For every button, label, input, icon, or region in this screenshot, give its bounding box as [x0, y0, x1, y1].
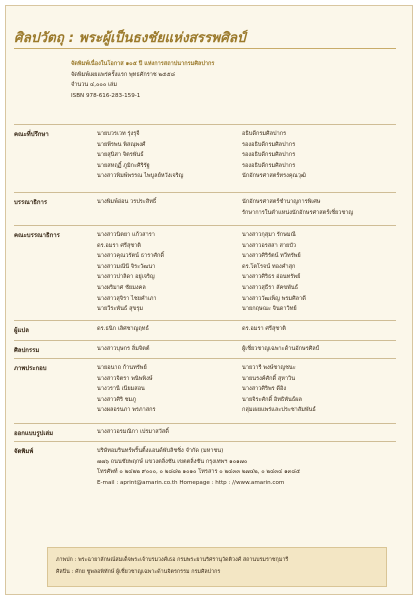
printer-address: ๗๗๖ ถนนชัยพฤกษ์ แขวงตลิ่งชัน เขตตลิ่งชัน กรุงเทพฯ ๑๐๑๗๐	[97, 458, 248, 465]
credit-name: นางสาวบุษกร ลิ่มจิตต์	[97, 346, 150, 352]
credit-name: ดร.โตโรจน์ ทองคำสุก	[242, 263, 296, 270]
credit-name: นายสหฤฏิ์ ภูมิกะศิริรัฐ	[97, 162, 150, 169]
section-label: ภาพประกอบ	[14, 365, 47, 372]
credit-name: นายสุนิสา จิตรพันธ์	[97, 152, 144, 159]
credit-name: ดร.อมรา ศรีสุชาติ	[97, 242, 141, 249]
page-title: ศิลปวัตถุ : พระผู้เป็นธงชัยแห่งสรรพศิลป์	[14, 30, 246, 46]
illustrations-col-left	[97, 363, 156, 416]
credit-name: นางวรานี เนียมสอน	[97, 386, 145, 393]
credit-name: นางสาวปาลิดา อยู่เจริญ	[97, 274, 155, 281]
credit-name: นางสาวสุจิรา ไชยคำเภา	[97, 295, 157, 302]
credit-name: นายจิระศักดิ์ อิทธิพันธ์ผล	[242, 396, 302, 403]
credit-name: นางผลอรนภา พรภาสกร	[97, 407, 156, 414]
section-advisors	[14, 124, 396, 187]
section-book-design	[14, 423, 396, 442]
credit-name: นางผริมาศ ชัยมงคล	[97, 284, 146, 291]
credit-name: นางพิมพ์อ่อน วรประสิทธิ์	[97, 199, 157, 205]
section-label: ผู้แปล	[14, 327, 29, 334]
section-illustrations	[14, 358, 396, 419]
credit-name: กลุ่มเผยแพร่และประชาสัมพันธ์	[242, 407, 316, 414]
publication-info	[71, 59, 214, 101]
advisor-titles	[242, 129, 306, 182]
credit-name: นายวารี พงษ์ชาญชนะ	[242, 365, 296, 371]
credit-name: ดร.อมรา ศรีสุชาติ	[242, 326, 286, 332]
publication-copies: จำนวน ๔,๐๐๐ เล่ม	[71, 82, 118, 89]
credit-name: นางสาวสุธีรา ลัคขพันธ์	[242, 284, 299, 291]
publication-edition: จัดพิมพ์เผยแพร่ครั้งแรก พุทธศักราช ๒๕๕๘	[71, 71, 175, 78]
section-printer	[14, 441, 396, 490]
cover-credits-box	[47, 547, 387, 587]
credit-name: นายวีระพันธ์ สุขรุม	[97, 306, 144, 313]
section-label: ออกแบบรูปเล่ม	[14, 430, 54, 437]
credit-title: นักอักษรศาสตร์ทรงคุณวุฒิ	[242, 173, 306, 180]
credit-name: นางสาวศิริรัตน์ ทวีทรัพย์	[242, 253, 301, 260]
board-col-left	[97, 230, 164, 315]
printer-contact: E-mail : aprint@amarin.co.th Homepage : http : //www.amarin.com	[97, 479, 285, 486]
credit-name: นางสาวนิตยา แก้วสารา	[97, 232, 155, 238]
editor-titles	[242, 197, 353, 218]
section-label: ศิลปกรรม	[14, 347, 40, 354]
credit-name: นายพีรพน พิสณุพงศ์	[97, 141, 146, 148]
credit-name: นายบวรเวท รุ่งรุจี	[97, 131, 140, 137]
publication-occasion: จัดพิมพ์เนื่องในโอกาส ๑๐๕ ปี แห่งการสถาปนากรมศิลปากร	[71, 61, 215, 67]
printer-phone: โทรศัพท์ ๐ ๒๔๒๒ ๙๐๐๐, ๐ ๒๘๘๒ ๑๐๑๐ โทรสาร ๐ ๒๔๓๓ ๒๗๔๒, ๐ ๒๔๓๔ ๑๓๘๕	[97, 469, 301, 476]
credit-name: นางสาวคุณวรัตน์ ธาราศักดิ์	[97, 253, 164, 260]
editor-names	[97, 197, 156, 208]
credit-name: นางสาวศิริพร ดีอิง	[242, 386, 287, 393]
credit-name: นายกฤษณะ จินดาวิทย์	[242, 306, 297, 313]
cover-artist-credit: ศิลปิน : ศักย ชูพลอพิทักษ์ ผู้เชี่ยวชาญเฉพาะด้านจิตรกรรม กรมศิลปากร	[56, 569, 221, 575]
credit-name: นางสาวอรมณิกา เปรมาสวัสดิ์	[97, 429, 169, 435]
section-artwork	[14, 340, 396, 359]
credit-title: รองอธิบดีกรมศิลปากร	[242, 162, 296, 169]
credit-title: ผู้เชี่ยวชาญเฉพาะด้านอักษรศิลป์	[242, 346, 320, 352]
credit-title: รองอธิบดีกรมศิลปากร	[242, 141, 296, 148]
board-col-right	[242, 230, 306, 315]
credit-name: นางสาวศิริ ชมภู	[97, 396, 136, 403]
cover-image-credit: ภาพปก : พระฉายาลักษณ์สมเด็จพระเจ้าบรมวงศ์เธอ กรมพระยานริศรานุวัดติวงศ์ สถานบรมราชกุมารี	[56, 557, 289, 563]
section-label: คณะที่ปรึกษา	[14, 131, 49, 138]
section-label: จัดพิมพ์	[14, 448, 34, 455]
credit-name: ดร.ธนิก เลิศชาญฤทธ์	[97, 326, 149, 332]
credit-title: รองอธิบดีกรมศิลปากร	[242, 152, 296, 159]
credit-name: นายนรงค์ศักดิ์ สุหาวิน	[242, 375, 296, 382]
section-editor	[14, 192, 396, 220]
credit-name: นางสาวกุสุมา รักษมณี	[242, 232, 296, 238]
advisor-names	[97, 129, 183, 182]
credits-page	[5, 5, 413, 595]
credit-name: นางสาววัฒเพ็ญ พรมศิลาดี	[242, 295, 306, 302]
section-label: คณะบรรณาธิการ	[14, 232, 60, 239]
credit-name: นางสาวศิริธร อ่อนทรัพย์	[242, 274, 301, 281]
title-divider	[14, 48, 396, 49]
credit-name: นางสาวจิตรา พนิพพิงษ์	[97, 375, 153, 382]
credit-title: รักษาการในตำแหน่งนักอักษรศาสตร์เชี่ยวชาญ	[242, 209, 354, 216]
illustrations-col-right	[242, 363, 316, 416]
printer-company: บริษัทอมรินทร์พริ้นติ้งแอนด์พับลิชชิ่ง จำกัด (มหาชน)	[97, 448, 224, 454]
credit-title: อธิบดีกรมศิลปากร	[242, 131, 287, 137]
credit-name: นางสาวอรสสา สายบัว	[242, 242, 297, 249]
credit-name: นางสาวพิมพ์พรรณ ไพบูลย์หวังเจริญ	[97, 173, 184, 180]
credit-title: นักอักษรศาสตร์ชำนาญการพิเศษ	[242, 199, 321, 205]
section-label: บรรณาธิการ	[14, 199, 48, 206]
section-editorial-board	[14, 225, 396, 316]
credit-name: นายอนาถ ก้านทรัพย์	[97, 365, 147, 371]
section-translators	[14, 320, 396, 339]
printer-info	[97, 446, 300, 488]
publication-isbn: ISBN 978-616-283-159-1	[71, 92, 141, 99]
credit-name: นางสาวมณีนี จิระวัฒนา	[97, 263, 156, 270]
